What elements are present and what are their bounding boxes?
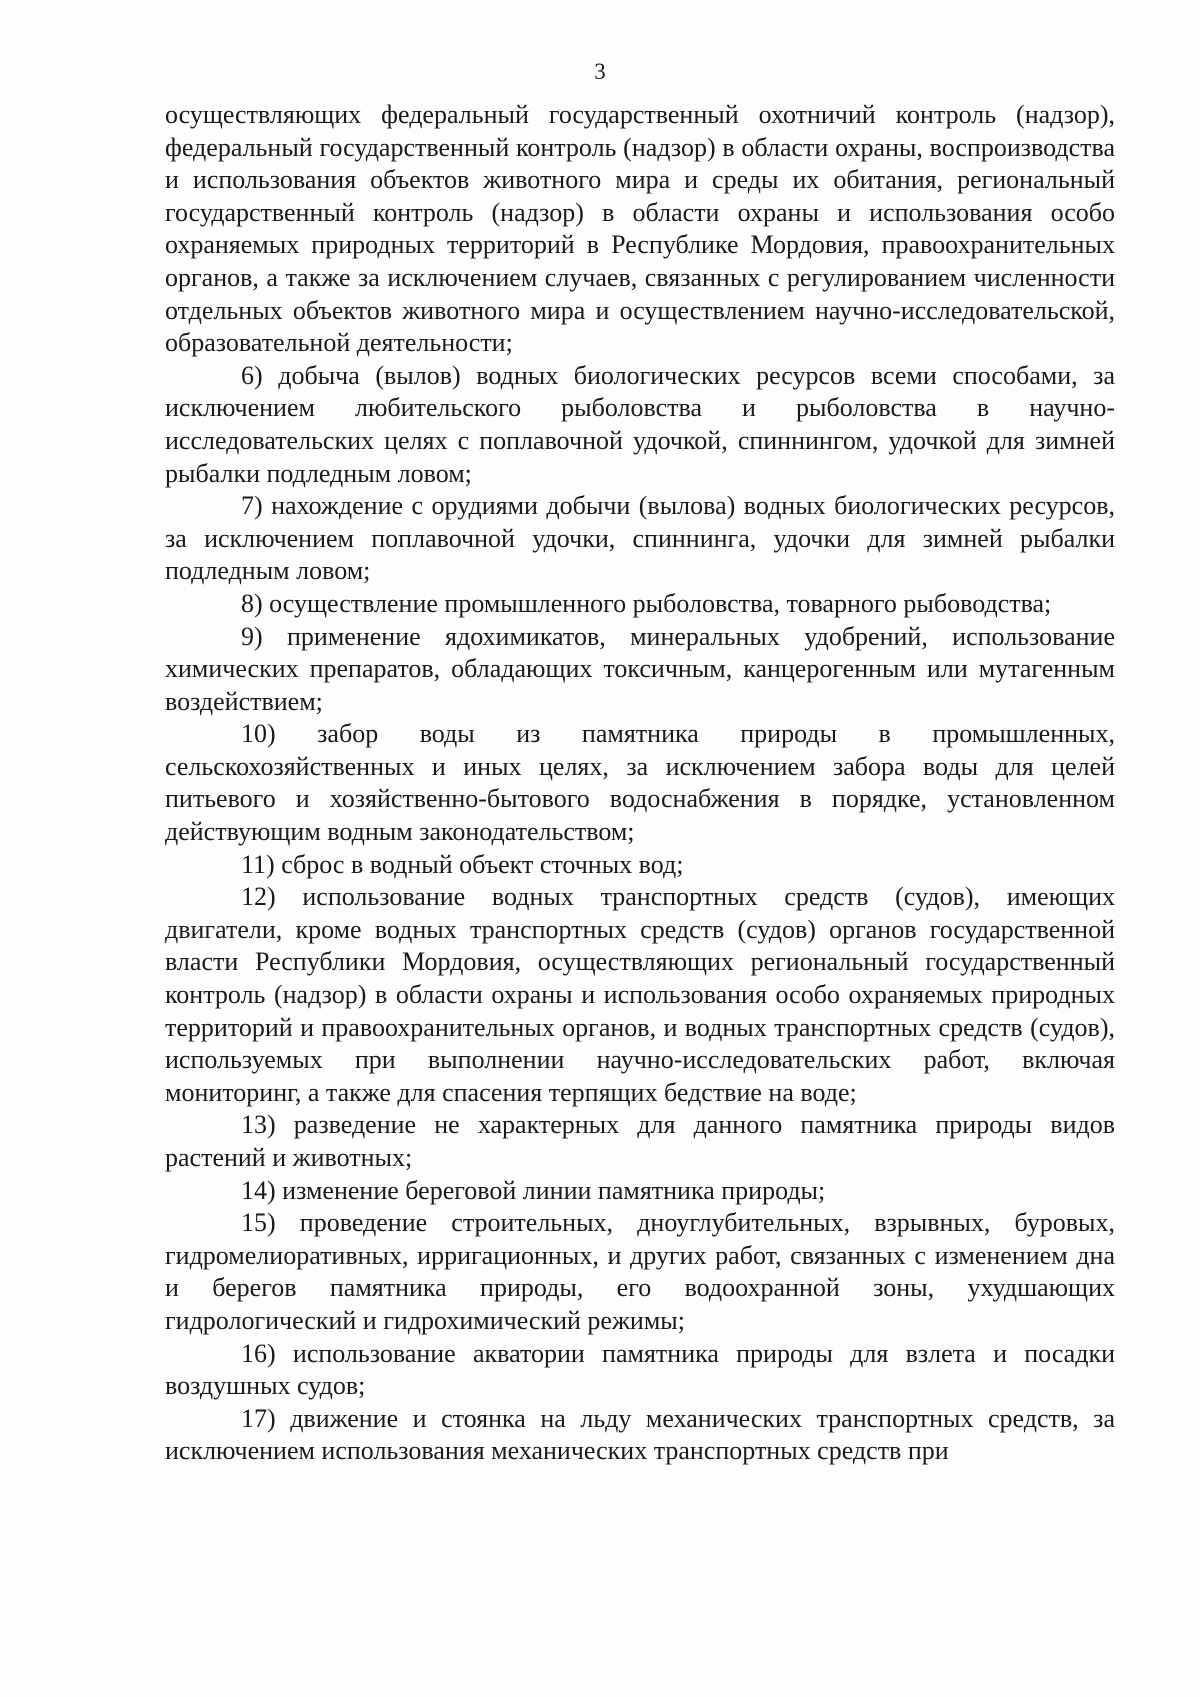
list-item-9: 9) применение ядохимикатов, минеральных удобрений, использование химических препаратов, обладающих токсичным, канцерогенным или мутагенным воздействием; bbox=[165, 621, 1115, 716]
list-item-13: 13) разведение не характерных для данного памятника природы видов растений и животных; bbox=[165, 1110, 1115, 1172]
list-item-17: 17) движение и стоянка на льду механических транспортных средств, за исключением использования механических транспортных средств при bbox=[165, 1403, 1115, 1466]
document-body bbox=[165, 99, 1115, 1468]
list-item-10: 10) забор воды из памятника природы в промышленных, сельскохозяйственных и иных целях, за исключением забора воды для целей питьевого и хозяйственно-бытового водоснабжения в порядке, установленном действующим водным законодательством; bbox=[165, 719, 1115, 847]
paragraph-continuation: осуществляющих федеральный государственный охотничий контроль (надзор), федеральный государственный контроль (надзор) в области охраны, воспроизводства и использования объектов животного мира и среды их обитания, региональный государственный контроль (надзор) в области охраны и использования особо охраняемых природных территорий в Республике Мордовия, правоохранительных органов, а также за исключением случаев, связанных с регулированием численности отдельных объектов животного мира и осуществлением научно-исследовательской, образовательной деятельности; bbox=[165, 100, 1115, 358]
list-item-16: 16) использование акватории памятника природы для взлета и посадки воздушных судов; bbox=[165, 1338, 1115, 1401]
list-item-15: 15) проведение строительных, дноуглубительных, взрывных, буровых, гидромелиоративных, ирригационных, и других работ, связанных с изменением дна и берегов памятника природы, его водоохранной зоны, ухудшающих гидрологический и гидрохимический режимы; bbox=[165, 1208, 1115, 1335]
list-item-6: 6) добыча (вылов) водных биологических ресурсов всеми способами, за исключением любительского рыболовства и рыболовства в научно-исследовательских целях с поплавочной удочкой, спиннингом, удочкой для зимней рыбалки подледным ловом; bbox=[165, 360, 1115, 488]
list-item-7: 7) нахождение с орудиями добычи (вылова) водных биологических ресурсов, за исключением поплавочной удочки, спиннинга, удочки для зимней рыбалки подледным ловом; bbox=[165, 491, 1115, 586]
list-item-8: 8) осуществление промышленного рыболовства, товарного рыбоводства; bbox=[241, 588, 1052, 618]
page-number: 3 bbox=[594, 59, 606, 84]
list-item-12: 12) использование водных транспортных средств (судов), имеющих двигатели, кроме водных транспортных средств (судов) органов государственной власти Республики Мордовия, осуществляющих региональный государственный контроль (надзор) в области охраны и использования особо охраняемых природных территорий и правоохранительных органов, и водных транспортных средств (судов), используемых при выполнении научно-исследовательских работ, включая мониторинг, а также для спасения терпящих бедствие на воде; bbox=[165, 882, 1115, 1107]
list-item-14: 14) изменение береговой линии памятника природы; bbox=[241, 1175, 826, 1205]
list-item-11: 11) сброс в водный объект сточных вод; bbox=[241, 849, 684, 879]
